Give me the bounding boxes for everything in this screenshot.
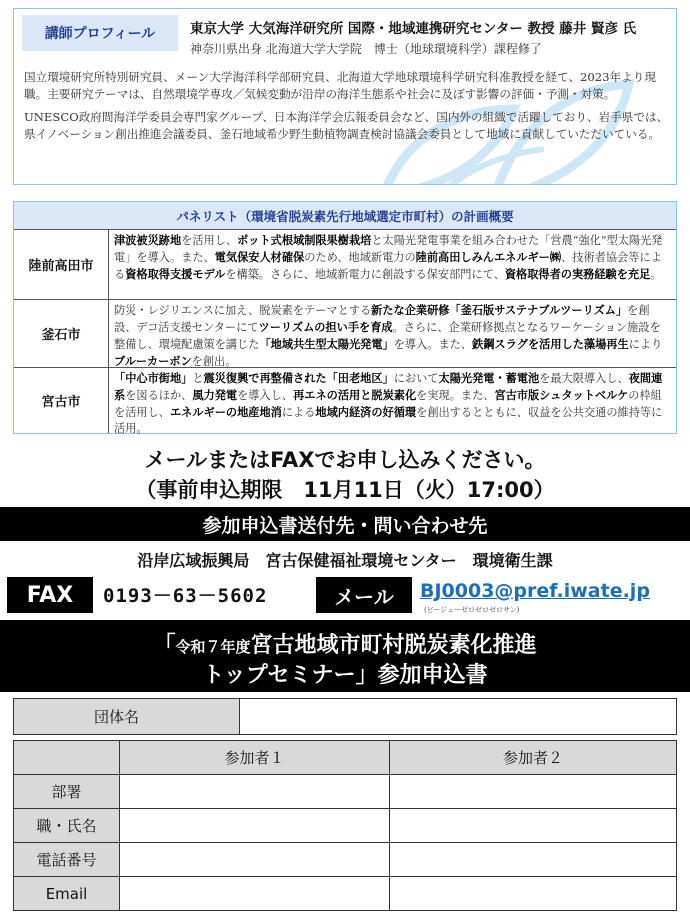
profile-tag: 講師プロフィール [22, 15, 178, 51]
participant-2-department-cell[interactable] [390, 775, 677, 809]
participant-2-header: 参加者２ [390, 741, 677, 775]
plan-text-bold: 資格取得支援モデル [125, 267, 226, 281]
participant-1-phone-cell[interactable] [120, 843, 390, 877]
plan-text-bold: 「中心市街地」 [114, 371, 193, 385]
form-title-line-1 [0, 628, 690, 659]
plan-text: と太陽光発電事業を組み合わせた「営農“強化”型太陽光発電」を導入。また、 [114, 234, 663, 264]
panel-row-kamaishi [14, 299, 676, 367]
plan-text-bold: 電気保安人材確保 [214, 250, 305, 264]
plan-text-bold: 太陽光発電・蓄電池 [438, 371, 540, 385]
panel-row-miyako [14, 367, 676, 433]
speaker-bio [24, 69, 672, 149]
plan-text: を導入し、 [237, 389, 294, 402]
speaker-bio-paragraph-1: 国立環境研究所特別研究員、メーン大学海洋科学部研究員、北海道大学地球環境科学研究科准教授を経て、2023年より現職。主要研究テーマは、自然環境学専攻／気候変動が沿岸の海洋生態系や社会に及ぼす影響の評価・予測・対策。 [24, 70, 656, 101]
city-plan-description [109, 368, 676, 433]
email-reading: (ビージェーゼロゼロゼロサン) [424, 606, 520, 614]
plan-text: を導入。また、 [393, 338, 473, 351]
participant-table [13, 740, 677, 911]
form-title-year: 令和７年度 [175, 638, 251, 656]
plan-text-bold: ポット式根域制限果樹栽培 [237, 233, 372, 247]
plan-text: による [281, 406, 316, 419]
organization-table [13, 698, 677, 735]
participant-2-email-cell[interactable] [390, 877, 677, 911]
plan-text: を実現。また、 [416, 389, 495, 402]
fax-label: FAX [7, 577, 93, 613]
contact-section-bar: 参加申込書送付先・問い合わせ先 [0, 507, 690, 541]
plan-text-bold: ツーリズムの担い手を育成 [258, 320, 393, 334]
plan-text-bold: 風力発電 [192, 388, 238, 402]
plan-text: 防災・レジリエンスに加え、脱炭素をテーマとする [114, 304, 372, 317]
plan-text: を構築。さらに、地域新電力に創設する保安部門にて、 [225, 268, 505, 281]
city-name: 宮古市 [14, 368, 109, 433]
participant-2-name-cell[interactable] [390, 809, 677, 843]
plan-text-bold: ブルーカーボン [114, 354, 192, 368]
apply-deadline: （事前申込期限 11月11日（火）17:00） [135, 478, 555, 502]
organization-label: 団体名 [14, 699, 240, 735]
form-title-line-2: トップセミナー」参加申込書 [202, 663, 488, 688]
email-label: メール [316, 577, 412, 613]
city-plan-description [109, 300, 676, 367]
apply-instruction: メールまたはFAXでお申し込みください。 [144, 448, 546, 472]
plan-text-bold: 資格取得者の実務経験を充足 [504, 267, 651, 281]
plan-text-bold: 宮古市版シュタットベルケ [494, 388, 629, 402]
plan-text-bold: 再エネの活用と脱炭素化 [293, 388, 417, 402]
email-link[interactable]: BJ0003@pref.iwate.jp [420, 580, 650, 602]
participant-1-header: 参加者１ [120, 741, 390, 775]
contact-office: 沿岸広域振興局 宮古保健福祉環境センター 環境衛生課 [137, 551, 553, 570]
plan-text-bold: エネルギーの地産地消 [169, 405, 282, 419]
plan-text-bold: 地域内経済の好循環 [315, 405, 417, 419]
email-row-label: Email [14, 877, 120, 911]
participant-1-email-cell[interactable] [120, 877, 390, 911]
organization-input-cell[interactable] [240, 699, 677, 735]
form-title-main: 宮古地域市町村脱炭素化推進 [250, 633, 537, 658]
form-title-open-bracket: 「 [153, 633, 176, 658]
plan-text: と [192, 372, 204, 385]
corner-cell [14, 741, 120, 775]
title-name-label: 職・氏名 [14, 809, 120, 843]
plan-text: を活用し、 [181, 234, 238, 247]
speaker-name: 東京大学 大気海洋研究所 国際・地域連携研究センター 教授 藤井 賢彦 氏 [190, 21, 637, 37]
participant-1-department-cell[interactable] [120, 775, 390, 809]
department-label: 部署 [14, 775, 120, 809]
plan-text-bold: 津波被災跡地 [114, 233, 182, 247]
plan-text-bold: 陸前高田しみんエネルギー㈱ [415, 250, 562, 264]
plan-text: において [393, 372, 439, 385]
plan-text: を創出。 [191, 355, 237, 368]
city-name: 釜石市 [14, 300, 109, 367]
participant-2-phone-cell[interactable] [390, 843, 677, 877]
plan-text-bold: 夜間連系 [114, 371, 663, 402]
plan-text: の枠組を活用し、 [114, 389, 662, 419]
panel-row-rikuzentakata [14, 229, 676, 299]
panelist-plan-table [13, 201, 677, 434]
application-form-title [0, 620, 690, 692]
participant-1-name-cell[interactable] [120, 809, 390, 843]
plan-text-bold: 新たな企業研修「釜石版サステナブルツーリズム」 [371, 303, 628, 317]
plan-text: を図るほか、 [125, 389, 193, 402]
plan-text: のため、地域新電力の [304, 251, 416, 264]
plan-text: 。 [650, 268, 662, 281]
plan-text: を創設、デコ活支援センターにて [114, 304, 650, 334]
speaker-profile-box [13, 8, 677, 185]
phone-label: 電話番号 [14, 843, 120, 877]
plan-text: により [628, 338, 663, 351]
plan-text: を最大限導入し、 [539, 372, 629, 385]
speaker-education: 神奈川県出身 北海道大学大学院 博士（地球環境科学）課程修了 [190, 42, 542, 56]
plan-text: 、技術者協会等による [114, 251, 662, 281]
panel-header: パネリスト（環境省脱炭素先行地域選定市町村）の計画概要 [14, 202, 676, 229]
city-plan-description [109, 230, 676, 299]
plan-text-bold: 鉄鋼スラグを活用した藻場再生 [472, 337, 629, 351]
plan-text-bold: 「地域共生型太陽光発電」 [259, 337, 394, 351]
city-name: 陸前高田市 [14, 230, 109, 299]
speaker-bio-paragraph-2: UNESCO政府間海洋学委員会専門家グループ、日本海洋学会広報委員会など、国内外の組織で活躍しており、岩手県では、県イノベーション創出推進会議委員、釜石地域希少野生動植物調査検討協議会委員として地域に貢献していただいている。 [24, 110, 669, 141]
plan-text: を創出するとともに、収益を公共交通の維持等に活用。 [114, 406, 663, 435]
plan-text-bold: 震災復興で再整備された「田老地区」 [203, 371, 394, 385]
plan-text: 。さらに、企業研修拠点となるワーケーション施設を整備し、環境配慮策を講じた [114, 321, 661, 351]
fax-number: 0193－63－5602 [103, 585, 268, 607]
